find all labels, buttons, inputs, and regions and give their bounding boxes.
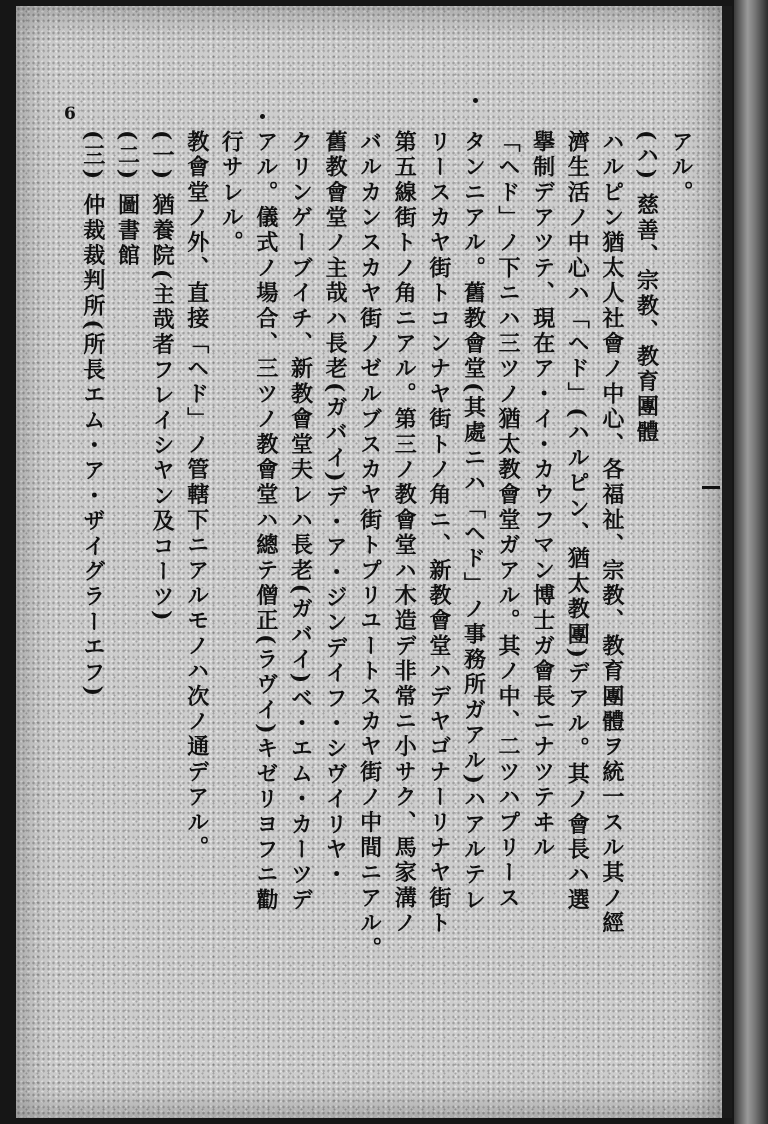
text-line: 第五線街トノ角ニアル。第三ノ教會堂ハ木造デ非常ニ小サク、馬家溝ノ [391,130,418,937]
list-item: (三) 仲裁裁判所(所長エム・ア・ザイグラーエフ) [79,130,106,700]
list-item: (二) 圖書館 [114,130,141,269]
text-line: ハルピン猶太人社會ノ中心、各福祉、宗教、教育團體ヲ統一スル其ノ經 [598,130,625,937]
text-line: 「ヘド」ノ下ニハ三ツノ猶太教會堂ガアル。其ノ中、二ツハプリース [495,130,522,912]
text-line: 教會堂ノ外、直接「ヘド」ノ管轄下ニアルモノハ次ノ通デアル。 [183,130,210,861]
margin-mark [702,486,720,489]
text-line: 擧制デアツテ、現在ア・イ・カウフマン博士ガ會長ニナツテヰル [529,130,556,861]
text-line: リースカヤ街トコンナヤ街トノ角ニ、新教會堂ハデヤゴナーリナヤ街ト [425,130,452,937]
document-page [16,6,732,1118]
page-number: 6 [64,104,76,124]
text-line: 濟生活ノ中心ハ「ヘド」(ハルピン、猶太教團)デアル。其ノ會長ハ選 [564,130,591,914]
section-heading: (ハ) 慈善、宗教、教育團體 [633,130,660,446]
text-line: アル。儀式ノ場合、三ツノ教會堂ハ總テ僧正(ラヴイ)キゼリヨフニ勸 [252,130,279,914]
text-line: 行サレル。 [218,130,245,256]
text-line: アル。 [668,130,694,206]
text-line: タンニアル。舊教會堂(其處ニハ「ヘド」ノ事務所ガアル)ハアルテレ [460,130,487,914]
ink-dot [473,98,478,103]
ink-dot [260,114,265,119]
book-spine [734,0,768,1124]
text-line: 舊教會堂ノ主哉ハ長老(ガバイ)デ・ア・ジンデイフ・シヴイリヤ・ [322,130,349,889]
list-item: (一) 猶養院(主哉者フレイシヤン及コーツ) [149,130,176,624]
text-line: クリンゲーブイチ、新教會堂夫レハ長老(ガバイ)ベ・エム・カーツデ [287,130,314,914]
text-line: バルカンスカヤ街ノゼルブスカヤ街トプリユートスカヤ街ノ中間ニアル。 [356,130,383,962]
vertical-text-block [75,130,698,1050]
